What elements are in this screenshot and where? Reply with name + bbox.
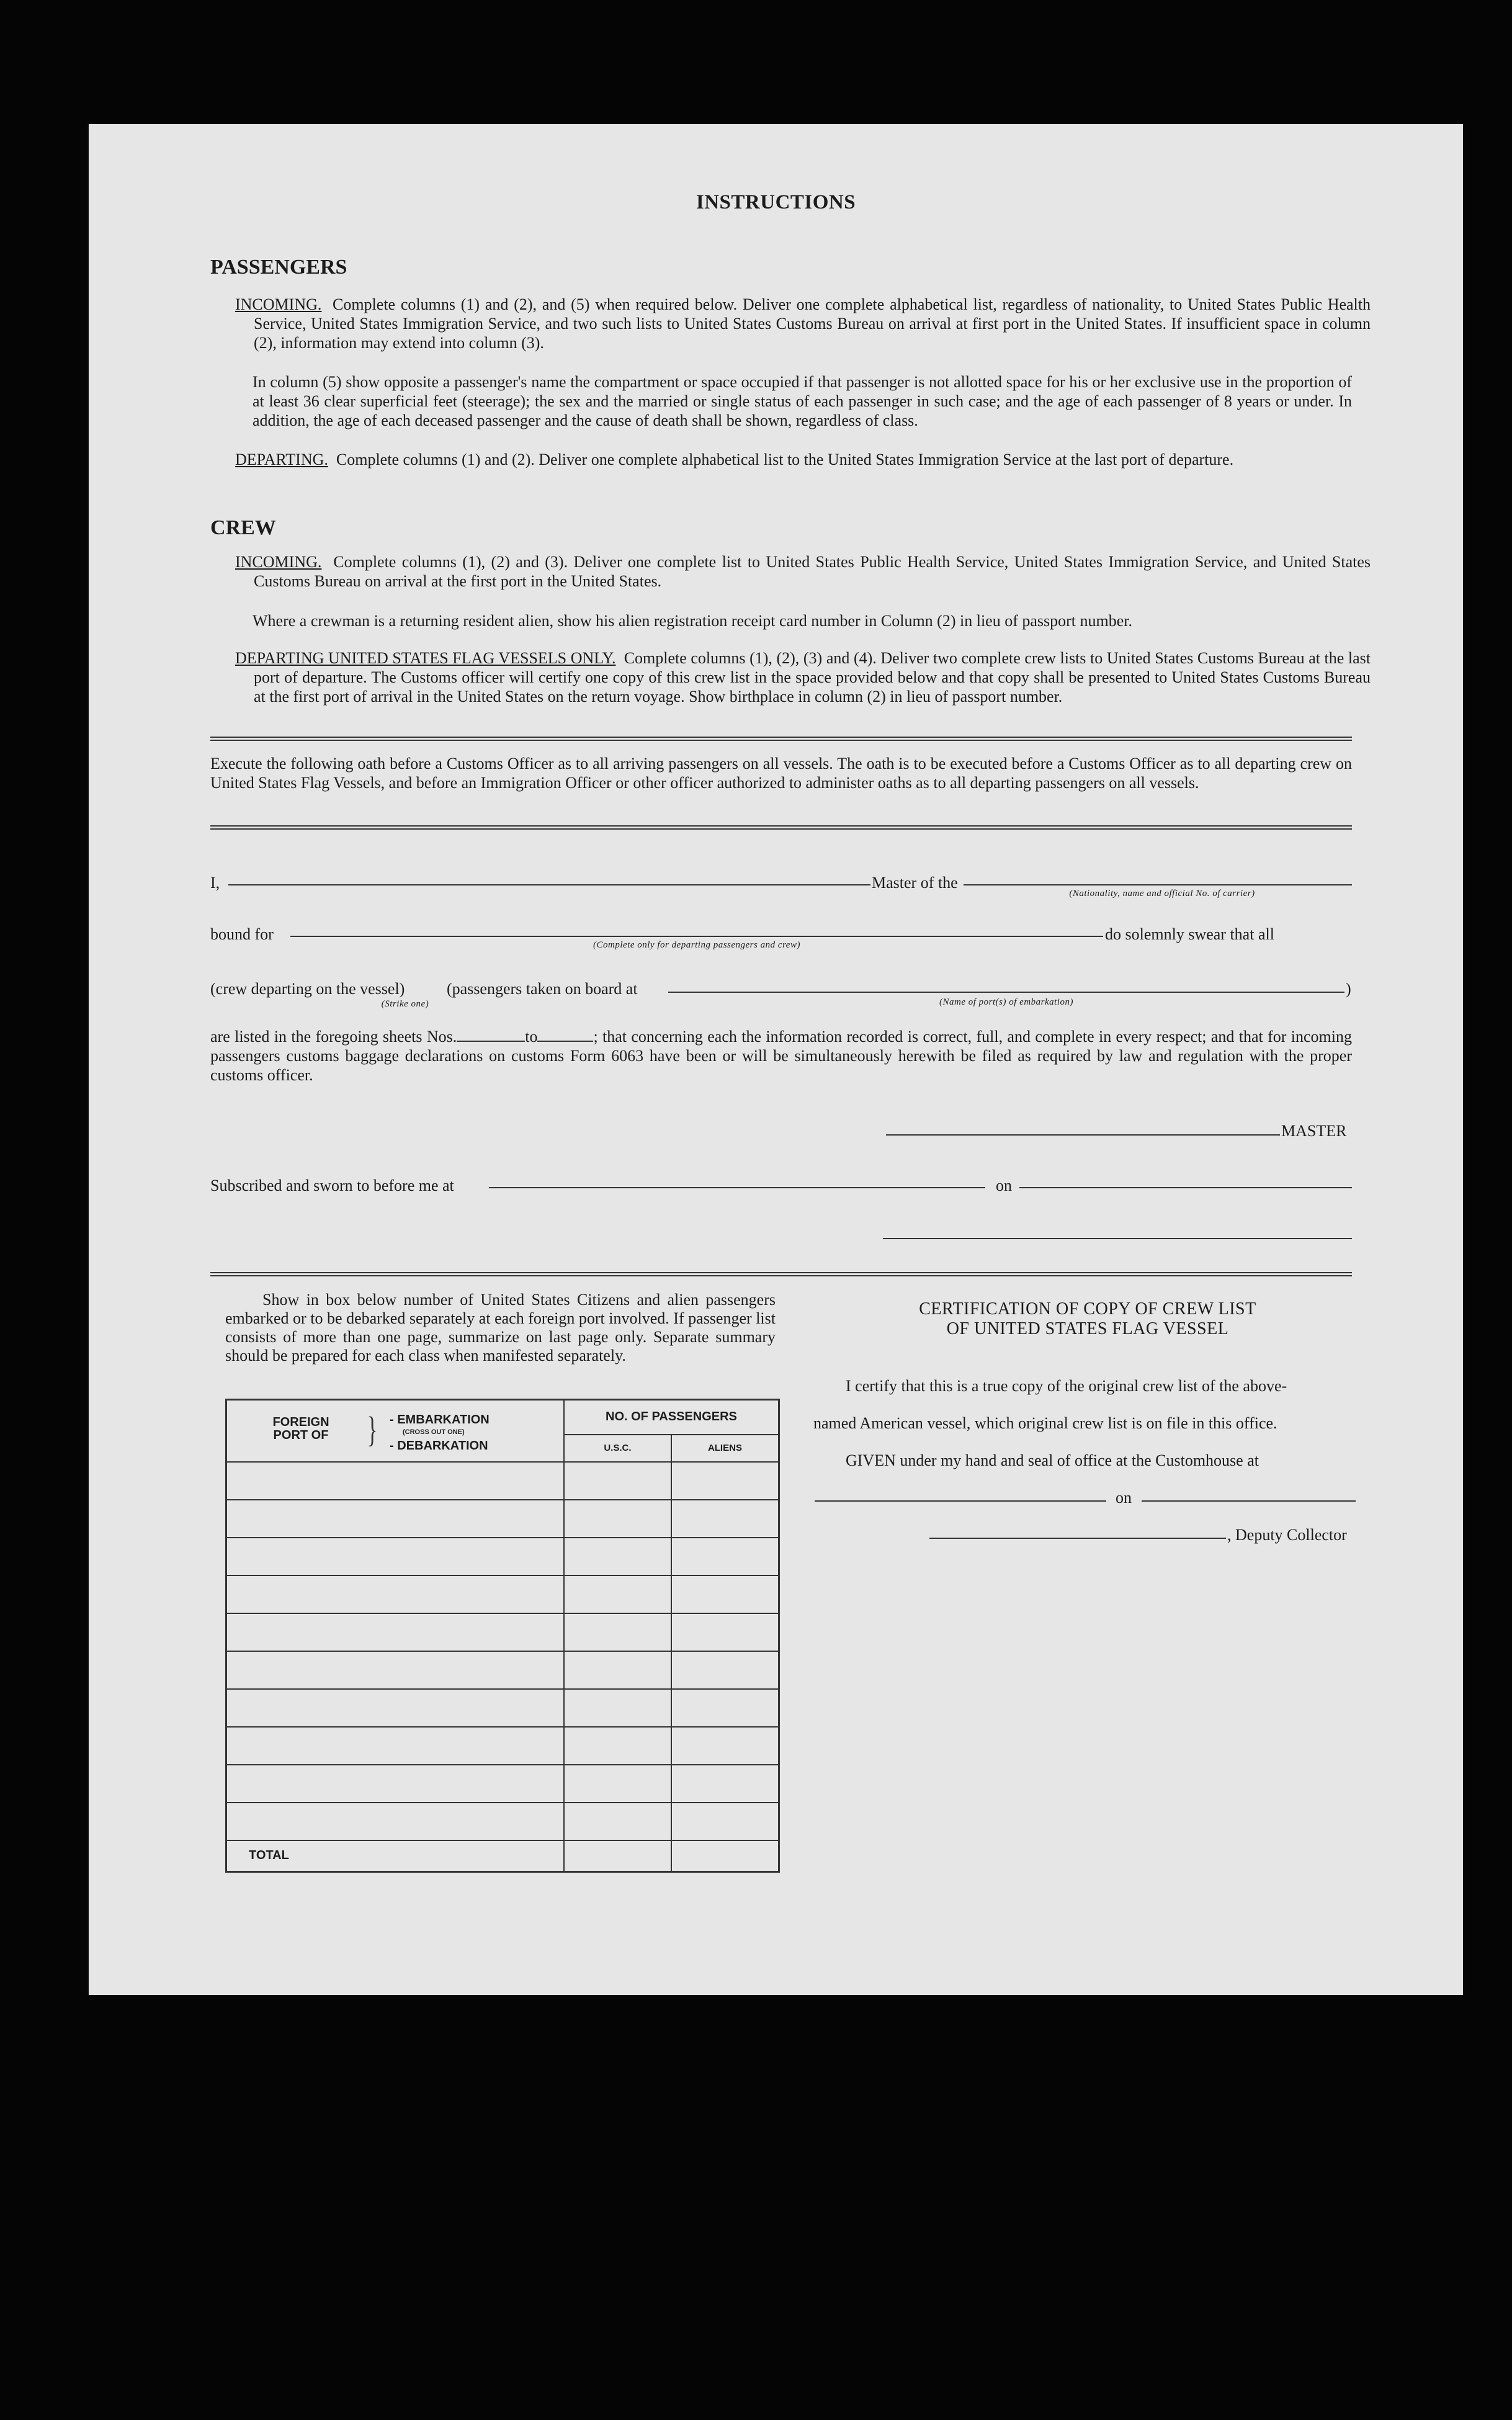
page-title: INSTRUCTIONS <box>696 191 856 213</box>
master-name-field[interactable] <box>228 884 870 885</box>
passengers-incoming-text: Complete columns (1) and (2), and (5) when required below. Deliver one complete alphabetical list, regardless of nationality, to United States Public Health Service, United States Immigration Service, and two such lists to United States Customs Bureau on arrival at first port in the United States. If insufficient space in column (2), information may extend into column (3). <box>254 295 1371 352</box>
ports-caption: (Name of port(s) of embarkation) <box>939 997 1073 1007</box>
certification-heading-line1: CERTIFICATION OF COPY OF CREW LIST <box>919 1299 1256 1319</box>
certify-date-field[interactable] <box>1142 1500 1356 1502</box>
oath-close-paren: ) <box>1346 980 1351 998</box>
usc-cell[interactable] <box>564 1727 671 1765</box>
sworn-date-field[interactable] <box>1019 1187 1352 1188</box>
passengers-heading: PASSENGERS <box>210 256 347 279</box>
usc-cell[interactable] <box>564 1651 671 1689</box>
crew-departing-option[interactable]: (crew departing on the vessel) <box>210 980 405 998</box>
oath-i-label: I, <box>210 874 220 892</box>
divider-double-1 <box>210 737 1352 741</box>
cross-out-note: (CROSS OUT ONE) <box>403 1428 465 1436</box>
embarkation-option[interactable]: - EMBARKATION <box>390 1413 490 1427</box>
officer-signature-field[interactable] <box>883 1238 1352 1239</box>
oath-swear-label: do solemnly swear that all <box>1105 925 1274 943</box>
passengers-column5-paragraph: In column (5) show opposite a passenger's name the compartment or space occupied if that passenger is not allotted space for his or her exclusive use in the proportion of at least 36 clear superficial feet (steerage); the sex and the married or single status of each passenger in such case; and the age of each passenger of 8 years or under. In addition, the age of each deceased passenger and the cause of death shall be shown, regardless of class. <box>253 373 1352 429</box>
departing-only-caption: (Complete only for departing passengers and crew) <box>593 940 800 950</box>
passengers-taken-option[interactable]: (passengers taken on board at <box>447 980 638 998</box>
col-usc-header: U.S.C. <box>564 1435 671 1462</box>
certification-heading-line2: OF UNITED STATES FLAG VESSEL <box>946 1319 1229 1338</box>
usc-cell[interactable] <box>564 1689 671 1727</box>
divider-double-3 <box>210 1272 1352 1276</box>
crew-incoming-text: Complete columns (1), (2) and (3). Deliver one complete list to United States Public Health Service, United States Immigration Service, and United States Customs Bureau on arrival at the first port in the United States. <box>254 553 1371 590</box>
col-port-header: FOREIGN PORT OF <box>272 1415 329 1442</box>
aliens-cell[interactable] <box>671 1651 779 1689</box>
aliens-cell[interactable] <box>671 1500 779 1538</box>
nationality-caption: (Nationality, name and official No. of carrier) <box>1069 889 1255 899</box>
port-cell[interactable] <box>226 1500 564 1538</box>
total-usc-cell[interactable] <box>564 1840 671 1871</box>
passengers-incoming-label: INCOMING. <box>235 295 322 313</box>
total-label: TOTAL <box>226 1840 564 1871</box>
certify-line2: named American vessel, which original crew list is on file in this office. <box>813 1414 1277 1432</box>
usc-cell[interactable] <box>564 1462 671 1500</box>
brace-icon: } <box>367 1409 378 1450</box>
oath-intro: Execute the following oath before a Customs Officer as to all arriving passengers on all vessels. The oath is to be executed before a Customs Officer as to all departing crew on United States Flag Vessels, and before an Immigration Officer or other officer authorized to administer oaths as to all departing passengers on all vessels. <box>210 755 1352 792</box>
port-cell[interactable] <box>226 1462 564 1500</box>
certification-heading <box>821 1299 1354 1339</box>
port-cell[interactable] <box>226 1803 564 1840</box>
aliens-cell[interactable] <box>671 1462 779 1500</box>
passenger-summary-table <box>225 1399 780 1873</box>
deputy-collector-label: , Deputy Collector <box>1227 1526 1347 1544</box>
listed-prefix: are listed in the foregoing sheets Nos. <box>210 1028 457 1046</box>
sworn-at-field[interactable] <box>489 1187 985 1188</box>
sheet-from-field[interactable] <box>457 1028 525 1042</box>
usc-cell[interactable] <box>564 1500 671 1538</box>
aliens-cell[interactable] <box>671 1575 779 1613</box>
given-text: GIVEN under my hand and seal of office at the Customhouse at <box>846 1451 1259 1469</box>
aliens-cell[interactable] <box>671 1727 779 1765</box>
passengers-incoming-paragraph <box>235 295 1371 352</box>
debarkation-option[interactable]: - DEBARKATION <box>390 1439 488 1453</box>
customhouse-field[interactable] <box>815 1500 1106 1502</box>
port-cell[interactable] <box>226 1689 564 1727</box>
total-aliens-cell[interactable] <box>671 1840 779 1871</box>
carrier-field[interactable] <box>964 884 1352 885</box>
master-label: MASTER <box>1281 1122 1347 1140</box>
passengers-departing-paragraph <box>235 450 1371 469</box>
crew-departing-label: DEPARTING UNITED STATES FLAG VESSELS ONLY. <box>235 649 616 667</box>
crew-departing-text: Complete columns (1), (2), (3) and (4). Deliver two complete crew lists to United States Customs Bureau at the last port of departure. The Customs officer will certify one copy of this crew list in the space provided below and that copy shall be presented to United States Customs Bureau at the first port of arrival in the United States on the return voyage. Show birthplace in column (2) in lieu of passport number. <box>254 649 1371 706</box>
usc-cell[interactable] <box>564 1803 671 1840</box>
aliens-cell[interactable] <box>671 1538 779 1575</box>
form-page <box>89 124 1463 1995</box>
usc-cell[interactable] <box>564 1575 671 1613</box>
listed-to-label: to <box>525 1028 538 1046</box>
embarkation-ports-field[interactable] <box>668 992 1344 993</box>
listed-rest: ; that concerning each the information recorded is correct, full, and complete in every respect; and that for incoming passengers customs baggage declarations on customs Form 6063 have been or will be simultaneously herewith be filed as required by law and regulation with the proper customs officer. <box>210 1028 1352 1084</box>
col-passengers-header: NO. OF PASSENGERS <box>564 1400 779 1435</box>
crew-resident-paragraph: Where a crewman is a returning resident alien, show his alien registration receipt card number in Column (2) in lieu of passport number. <box>253 612 1133 630</box>
header-port-cell <box>226 1400 564 1463</box>
subscribed-label: Subscribed and sworn to before me at <box>210 1176 454 1194</box>
passengers-departing-label: DEPARTING. <box>235 450 328 468</box>
deputy-signature-field[interactable] <box>929 1538 1226 1539</box>
port-cell[interactable] <box>226 1727 564 1765</box>
crew-incoming-paragraph <box>235 552 1371 591</box>
strike-one-caption: (Strike one) <box>381 999 429 1009</box>
crew-heading: CREW <box>210 516 276 539</box>
bound-for-field[interactable] <box>290 936 1103 937</box>
usc-cell[interactable] <box>564 1613 671 1651</box>
col-aliens-header: ALIENS <box>671 1435 779 1462</box>
aliens-cell[interactable] <box>671 1613 779 1651</box>
divider-double-2 <box>210 825 1352 830</box>
aliens-cell[interactable] <box>671 1689 779 1727</box>
usc-cell[interactable] <box>564 1538 671 1575</box>
oath-bound-for-label: bound for <box>210 925 274 943</box>
crew-departing-paragraph <box>235 648 1371 706</box>
aliens-cell[interactable] <box>671 1765 779 1803</box>
passengers-departing-text: Complete columns (1) and (2). Deliver one complete alphabetical list to the United States Immigration Service at the last port of departure. <box>336 450 1234 468</box>
sworn-on-label: on <box>996 1176 1012 1194</box>
certify-on-label: on <box>1116 1489 1132 1507</box>
crew-incoming-label: INCOMING. <box>235 553 322 571</box>
port-cell[interactable] <box>226 1613 564 1651</box>
usc-cell[interactable] <box>564 1765 671 1803</box>
sheet-to-field[interactable] <box>537 1028 593 1042</box>
port-cell[interactable] <box>226 1575 564 1613</box>
oath-master-of-label: Master of the <box>872 874 958 892</box>
port-cell[interactable] <box>226 1538 564 1575</box>
port-cell[interactable] <box>226 1651 564 1689</box>
aliens-cell[interactable] <box>671 1803 779 1840</box>
master-signature-field[interactable] <box>886 1134 1280 1136</box>
certify-line1: I certify that this is a true copy of the original crew list of the above- <box>846 1377 1287 1395</box>
port-cell[interactable] <box>226 1765 564 1803</box>
summary-note: Show in box below number of United States Citizens and alien passengers embarked or to be debarked separately at each foreign port involved. If passenger list consists of more than one page, summarize on last page only. Separate summary should be prepared for each class when manifested separately. <box>225 1291 776 1365</box>
oath-listed-paragraph <box>210 1027 1352 1085</box>
